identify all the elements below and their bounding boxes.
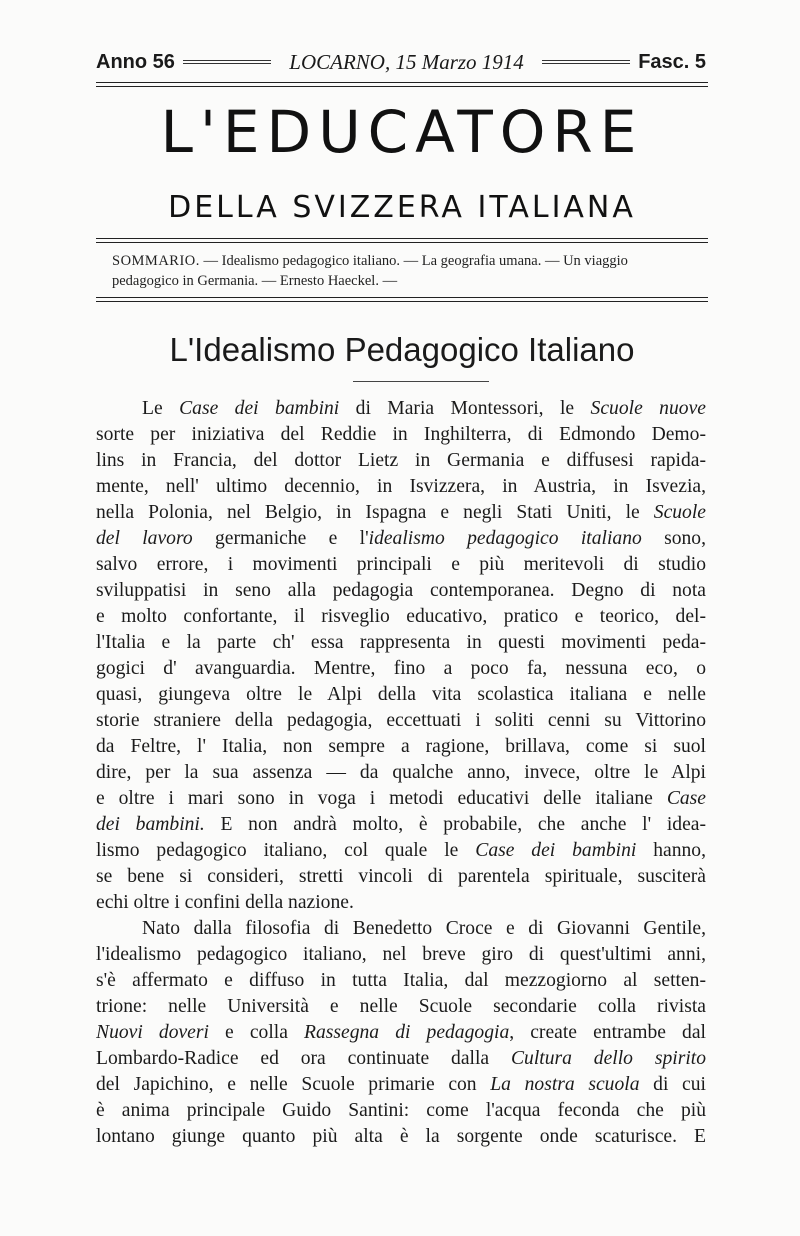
text-line <box>96 526 706 552</box>
summary-line-2: pedagogico in Germania. — Ernesto Haeckel. — <box>112 273 398 289</box>
issue-number: Fasc. 5 <box>638 50 707 73</box>
text-run: è anima principale Guido Santini: come l'acqua feconda che più <box>96 1100 706 1121</box>
summary-top-rule <box>96 238 708 243</box>
text-line <box>96 812 706 838</box>
text-run: trione: nelle Università e nelle Scuole secondarie colla rivista <box>96 996 706 1017</box>
text-run: nella Polonia, nel Belgio, in Ispagna e negli Stati Uniti, le <box>96 502 654 523</box>
text-run: s'è affermato e diffuso in tutta Italia, dal mezzogiorno al setten- <box>96 970 706 991</box>
italic-run: Rassegna di pedagogia <box>304 1022 510 1043</box>
text-line <box>96 942 706 968</box>
text-run: lins in Francia, del dottor Lietz in Germania e diffusesi rapida- <box>96 450 706 471</box>
italic-run: Cultura dello spirito <box>510 1048 706 1069</box>
italic-run: Scuole <box>653 502 706 523</box>
header-divider-right <box>542 60 630 64</box>
text-run: salvo errore, i movimenti principali e più meritevoli di studio <box>96 554 706 575</box>
text-line <box>96 838 706 864</box>
text-line <box>96 474 706 500</box>
text-line <box>96 734 706 760</box>
text-line <box>96 1124 706 1150</box>
text-line <box>96 786 706 812</box>
text-line <box>96 578 706 604</box>
text-run: e oltre i mari sono in voga i metodi educativi delle italiane <box>96 788 667 809</box>
text-line <box>96 890 706 916</box>
text-run: echi oltre i confini della nazione. <box>96 892 354 913</box>
masthead-top-rule <box>96 82 708 87</box>
text-line <box>96 994 706 1020</box>
text-run: e colla <box>208 1022 304 1043</box>
article-title: L'Idealismo Pedagogico Italiano <box>169 331 635 368</box>
text-run: sorte per iniziativa del Reddie in Inghilterra, di Edmondo Demo- <box>96 424 706 445</box>
summary-bottom-rule <box>96 297 708 302</box>
text-run: gogici d' avanguardia. Mentre, fino a poco fa, nessuna eco, o <box>96 658 706 679</box>
italic-run: Nuovi doveri <box>96 1022 209 1043</box>
text-line <box>96 552 706 578</box>
text-line <box>96 1046 706 1072</box>
text-line <box>96 630 706 656</box>
italic-run: Case <box>666 788 706 809</box>
summary-line-1: SOMMARIO. — Idealismo pedagogico italiano. — La geografia umana. — Un viaggio <box>112 253 628 269</box>
place-date: LOCARNO, 15 Marzo 1914 <box>289 49 524 74</box>
text-line <box>96 500 706 526</box>
text-run: di Maria Montessori, le <box>339 398 591 419</box>
text-run: del Japichino, e nelle Scuole primarie con <box>96 1074 491 1095</box>
text-run: da Feltre, l' Italia, non sempre a ragione, brillava, come si suol <box>96 736 706 757</box>
text-line <box>96 916 706 942</box>
italic-run: idealismo pedagogico italiano <box>368 528 642 549</box>
text-run: e molto confortante, il risveglio educativo, pratico e teorico, del- <box>96 606 706 627</box>
text-line <box>96 1098 706 1124</box>
masthead-title: L'EDUCATORE <box>160 98 644 166</box>
text-run: , create entrambe dal <box>509 1022 706 1043</box>
issue-header <box>96 47 706 77</box>
italic-run: del lavoro <box>96 528 193 549</box>
text-run: Le <box>142 398 180 419</box>
text-line <box>96 760 706 786</box>
text-run: Nato dalla filosofia di Benedetto Croce e di Giovanni Gentile, <box>142 918 706 939</box>
text-line <box>96 1072 706 1098</box>
masthead-subtitle: DELLA SVIZZERA ITALIANA <box>168 190 636 225</box>
article-body <box>96 396 706 1150</box>
title-underline <box>353 381 489 382</box>
text-run: sviluppatisi in seno alla pedagogia contemporanea. Degno di nota <box>96 580 706 601</box>
italic-run: dei bambini. <box>96 814 205 835</box>
text-run: l'Italia e la parte ch' essa rappresenta in questi movimenti peda- <box>96 632 706 653</box>
text-run: dire, per la sua assenza — da qualche anno, invece, oltre le Alpi <box>96 762 706 783</box>
volume-number: Anno 56 <box>96 50 175 73</box>
text-line <box>96 604 706 630</box>
text-run: storie straniere della pedagogia, eccettuati i soliti cenni su Vittorino <box>96 710 706 731</box>
text-run: Lombardo-Radice ed ora continuate dalla <box>96 1048 511 1069</box>
table-of-contents <box>112 251 712 291</box>
text-run: quasi, giungeva oltre le Alpi della vita scolastica italiana e nelle <box>96 684 706 705</box>
text-run: l'idealismo pedagogico italiano, nel breve giro di quest'ultimi anni, <box>96 944 706 965</box>
italic-run: Case dei bambini <box>179 398 340 419</box>
text-line <box>96 1020 706 1046</box>
text-run: E non andrà molto, è probabile, che anche l' idea- <box>204 814 706 835</box>
text-line <box>96 422 706 448</box>
header-divider-left <box>183 60 271 64</box>
text-run: hanno, <box>636 840 706 861</box>
text-run: lontano giunge quanto più alta è la sorgente onde scaturisce. E <box>96 1126 706 1147</box>
text-line <box>96 682 706 708</box>
text-run: mente, nell' ultimo decennio, in Isvizzera, in Austria, in Isvezia, <box>96 476 706 497</box>
text-run: sono, <box>641 528 706 549</box>
text-run: se bene si consideri, stretti vincoli di parentela spirituale, susciterà <box>96 866 706 887</box>
italic-run: Case dei bambini <box>475 840 637 861</box>
text-line <box>96 864 706 890</box>
text-line <box>96 448 706 474</box>
text-line <box>96 656 706 682</box>
summary-label: SOMMARIO. <box>112 253 200 269</box>
italic-run: La nostra scuola <box>490 1074 640 1095</box>
text-run: di cui <box>639 1074 706 1095</box>
text-run: germaniche e l' <box>192 528 369 549</box>
italic-run: Scuole nuove <box>590 398 706 419</box>
text-line <box>96 708 706 734</box>
text-line <box>96 968 706 994</box>
text-line <box>96 396 706 422</box>
text-run: lismo pedagogico italiano, col quale le <box>96 840 476 861</box>
